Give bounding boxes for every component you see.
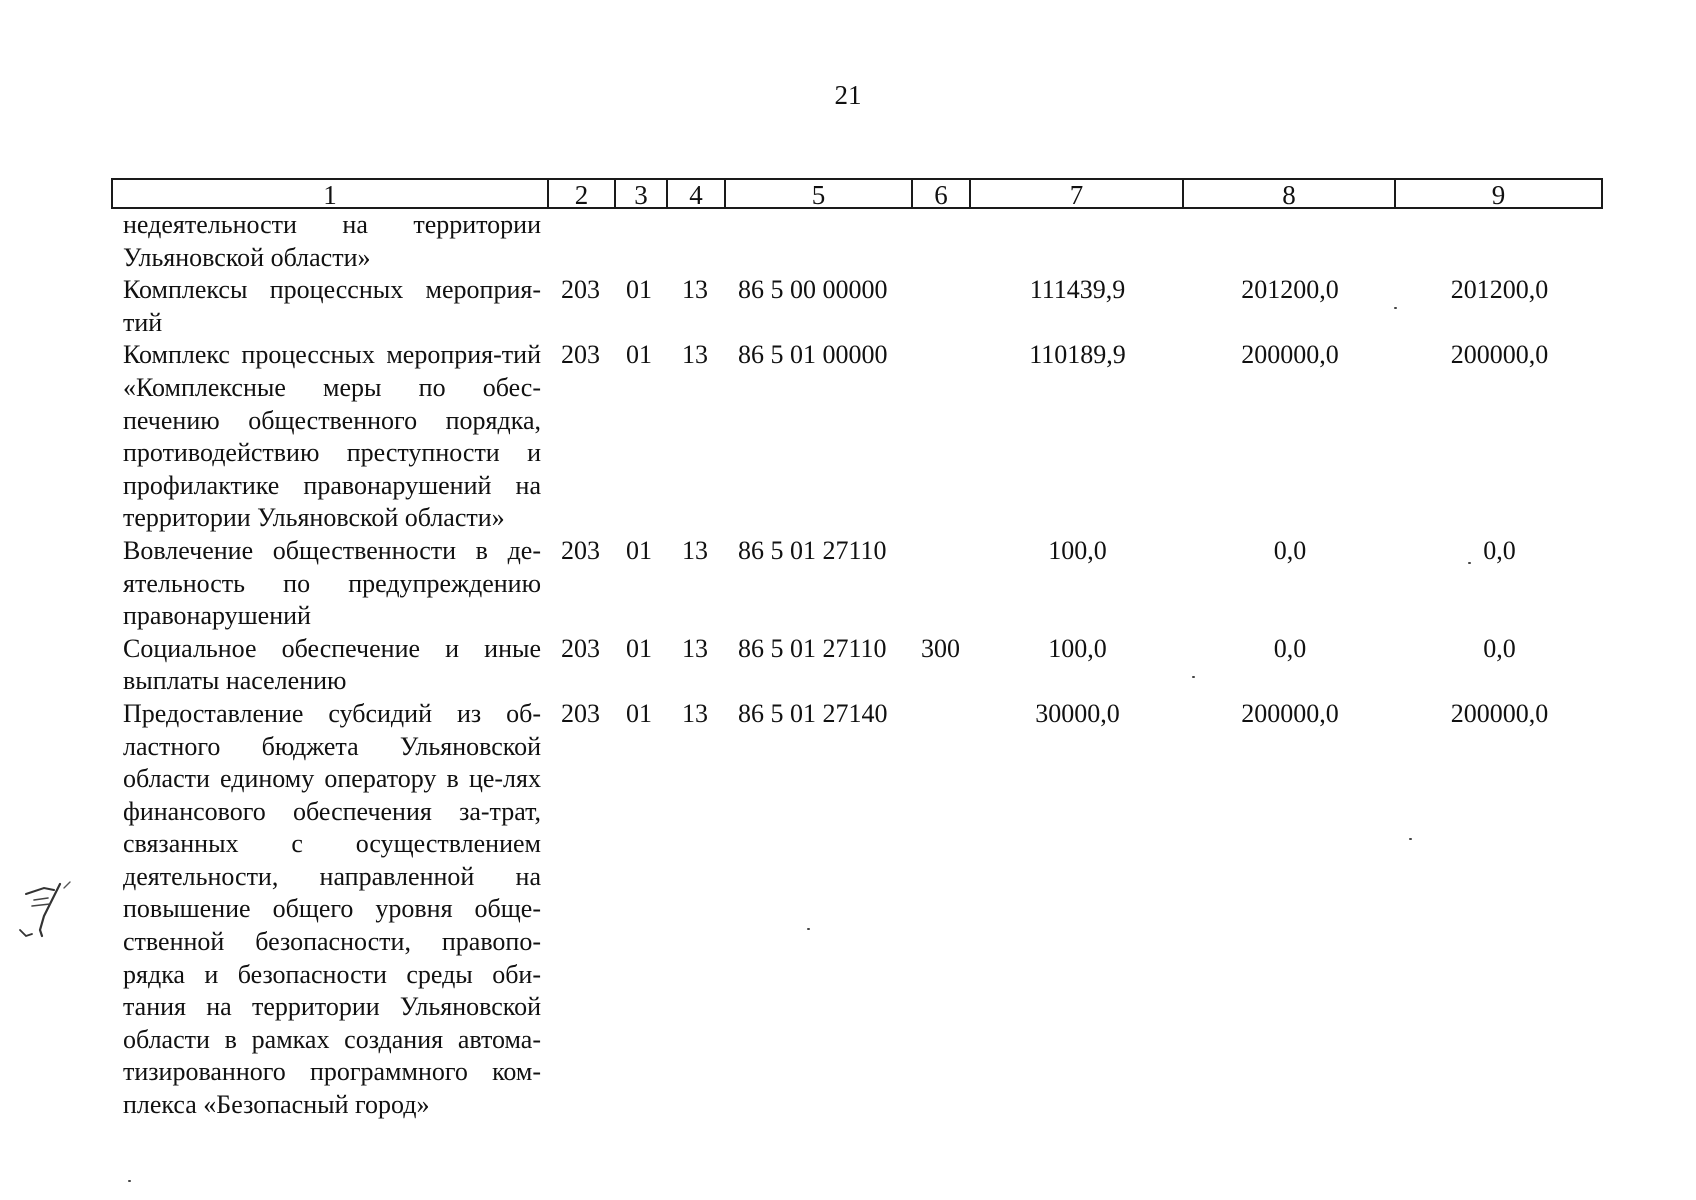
row-c2: 203 xyxy=(561,275,600,305)
row-target-code: 86 5 01 27110 xyxy=(738,535,887,565)
row-c9: 200000,0 xyxy=(1450,340,1549,370)
page-number: 21 xyxy=(834,80,862,110)
row-name: Социальное обеспечение и иные выплаты населению xyxy=(123,633,541,696)
row-c3 xyxy=(616,209,668,274)
row-c8: 200000,0 xyxy=(1241,340,1339,370)
row-name: Комплексы процессных мероприя-тий xyxy=(123,275,541,337)
row-c9: 201200,0 xyxy=(1450,275,1549,305)
row-c8: 200000,0 xyxy=(1241,698,1339,728)
row-c6 xyxy=(913,209,971,274)
row-c2: 203 xyxy=(561,535,600,565)
row-name: недеятельности на территории Ульяновской области» xyxy=(123,210,541,272)
scan-speck xyxy=(807,928,810,930)
column-header-6: 6 xyxy=(913,178,971,209)
row-target-code: 86 5 01 00000 xyxy=(738,340,888,370)
row-target-code: 86 5 01 27140 xyxy=(738,698,888,728)
row-c9: 0,0 xyxy=(1483,633,1516,663)
row-c2: 203 xyxy=(561,633,600,663)
row-c7: 100,0 xyxy=(1048,535,1107,565)
row-c4: 13 xyxy=(682,535,708,565)
row-c9 xyxy=(1396,209,1603,274)
row-name: Вовлечение общественности в де-ятельность по предупреждению правонарушений xyxy=(123,535,541,631)
row-c4: 13 xyxy=(682,340,708,370)
column-header-1: 1 xyxy=(111,178,549,209)
row-c8: 0,0 xyxy=(1273,633,1307,663)
row-c6 xyxy=(913,274,971,339)
row-c6: 300 xyxy=(921,633,960,663)
row-c6 xyxy=(913,339,971,535)
row-c4 xyxy=(668,209,726,274)
row-c3: 01 xyxy=(626,698,652,728)
row-c6 xyxy=(913,535,971,633)
row-c7: 111439,9 xyxy=(1029,275,1126,305)
row-c3: 01 xyxy=(626,633,652,663)
row-c4: 13 xyxy=(682,698,708,728)
handwritten-initials-mark xyxy=(14,880,86,950)
column-header-4: 4 xyxy=(668,178,726,209)
row-c7: 30000,0 xyxy=(1035,698,1120,728)
row-name: Комплекс процессных мероприя-тий «Комплексные меры по обес-печению общественного порядка, противодействию преступности и профилактике правонарушений на территории Ульяновской области» xyxy=(123,340,541,533)
column-header-2: 2 xyxy=(549,178,616,209)
row-c7: 100,0 xyxy=(1048,633,1107,663)
scan-speck xyxy=(1409,838,1412,840)
row-c2: 203 xyxy=(561,698,600,728)
row-target-code: 86 5 01 27110 xyxy=(738,633,887,663)
row-c6 xyxy=(913,698,971,1122)
scan-speck xyxy=(1394,307,1397,309)
column-header-7: 7 xyxy=(971,178,1184,209)
row-c2: 203 xyxy=(561,340,600,370)
row-target-code: 86 5 00 00000 xyxy=(738,275,888,305)
row-c2 xyxy=(549,209,616,274)
scan-speck xyxy=(1192,676,1195,678)
scan-speck xyxy=(1468,562,1471,564)
row-c4: 13 xyxy=(682,275,708,305)
column-header-9: 9 xyxy=(1396,178,1603,209)
scan-speck xyxy=(128,1180,131,1182)
row-c3: 01 xyxy=(626,340,652,370)
row-c8 xyxy=(1184,209,1396,274)
row-c8: 201200,0 xyxy=(1241,275,1339,305)
budget-table xyxy=(111,178,1603,1122)
row-c4: 13 xyxy=(682,633,708,663)
row-name: Предоставление субсидий из об-ластного бюджета Ульяновской области единому оператору в це-лях финансового обеспечения за-трат, связанных с осуществлением деятельности, направленной на повышение общего уровня обще-ственной безопасности, правопо-рядка и безопасности среды оби-тания на территории Ульяновской области в рамках создания автома-тизированного программного ком-плекса «Безопасный город» xyxy=(123,698,541,1120)
column-header-5: 5 xyxy=(726,178,913,209)
row-c9: 0,0 xyxy=(1483,535,1516,565)
column-header-3: 3 xyxy=(616,178,668,209)
row-c7: 110189,9 xyxy=(1029,340,1126,370)
row-c3: 01 xyxy=(626,535,652,565)
row-c9: 200000,0 xyxy=(1450,698,1549,728)
row-target-code xyxy=(726,209,913,274)
row-c7 xyxy=(971,209,1184,274)
row-c8: 0,0 xyxy=(1273,535,1307,565)
column-header-8: 8 xyxy=(1184,178,1396,209)
row-c3: 01 xyxy=(626,275,652,305)
